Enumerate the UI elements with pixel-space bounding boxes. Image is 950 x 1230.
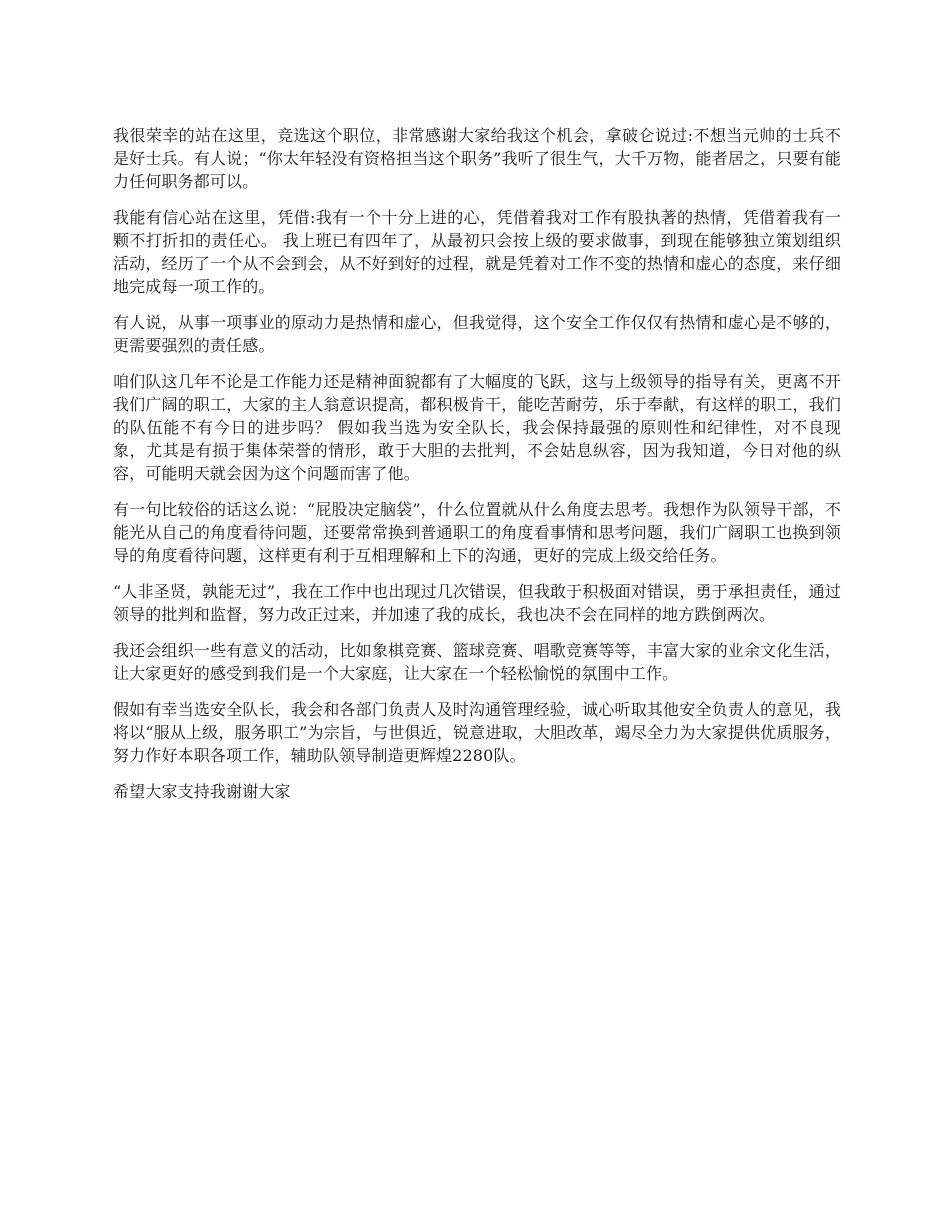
document-body [113, 124, 841, 816]
paragraph-1: 我很荣幸的站在这里，竞选这个职位，非常感谢大家给我这个机会，拿破仑说过:不想当元帅的士兵不是好士兵。有人说；“你太年轻没有资格担当这个职务”我听了很生气，大千万物，能者居之，只要有能力任何职务都可以。 [113, 126, 841, 191]
paragraph-3: 有人说，从事一项事业的原动力是热情和虚心，但我觉得，这个安全工作仅仅有热情和虚心是不够的，更需要强烈的责任感。 [113, 313, 841, 355]
paragraph-9: 希望大家支持我谢谢大家 [113, 782, 291, 801]
paragraph-7: 我还会组织一些有意义的活动，比如象棋竞赛、篮球竞赛、唱歌竞赛等等，丰富大家的业余文化生活，让大家更好的感受到我们是一个大家庭，让大家在一个轻松愉悦的氛围中工作。 [113, 641, 841, 683]
paragraph-2: 我能有信心站在这里，凭借:我有一个十分上进的心，凭借着我对工作有股执著的热情，凭借着我有一颗不打折扣的责任心。 我上班已有四年了，从最初只会按上级的要求做事，到现在能够独立策划组织活动，经历了一个从不会到会，从不好到好的过程，就是凭着对工作不变的热情和虚心的态度，来仔细地完成每一项工作的。 [113, 208, 841, 296]
paragraph-6: “人非圣贤，孰能无过”，我在工作中也出现过几次错误，但我敢于积极面对错误，勇于承担责任，通过领导的批判和监督，努力改正过来，并加速了我的成长，我也决不会在同样的地方跌倒两次。 [113, 582, 841, 624]
paragraph-4: 咱们队这几年不论是工作能力还是精神面貌都有了大幅度的飞跃，这与上级领导的指导有关，更离不开我们广阔的职工，大家的主人翁意识提高，都积极肯干，能吃苦耐劳，乐于奉献，有这样的职工，我们的队伍能不有今日的进步吗？ 假如我当选为安全队长，我会保持最强的原则性和纪律性，对不良现象，尤其是有损于集体荣誉的情形，敢于大胆的去批判，不会姑息纵容，因为我知道，今日对他的纵容，可能明天就会因为这个问题而害了他。 [113, 372, 841, 483]
paragraph-8: 假如有幸当选安全队长，我会和各部门负责人及时沟通管理经验，诚心听取其他安全负责人的意见，我将以“服从上级，服务职工”为宗旨，与世俱近，锐意进取，大胆改革，竭尽全力为大家提供优质服务，努力作好本职各项工作，辅助队领导制造更辉煌2280队。 [113, 700, 841, 765]
paragraph-5: 有一句比较俗的话这么说：“屁股决定脑袋”，什么位置就从什么角度去思考。我想作为队领导干部，不能光从自己的角度看待问题，还要常常换到普通职工的角度看事情和思考问题，我们广阔职工也换到领导的角度看待问题，这样更有利于互相理解和上下的沟通，更好的完成上级交给任务。 [113, 500, 841, 565]
